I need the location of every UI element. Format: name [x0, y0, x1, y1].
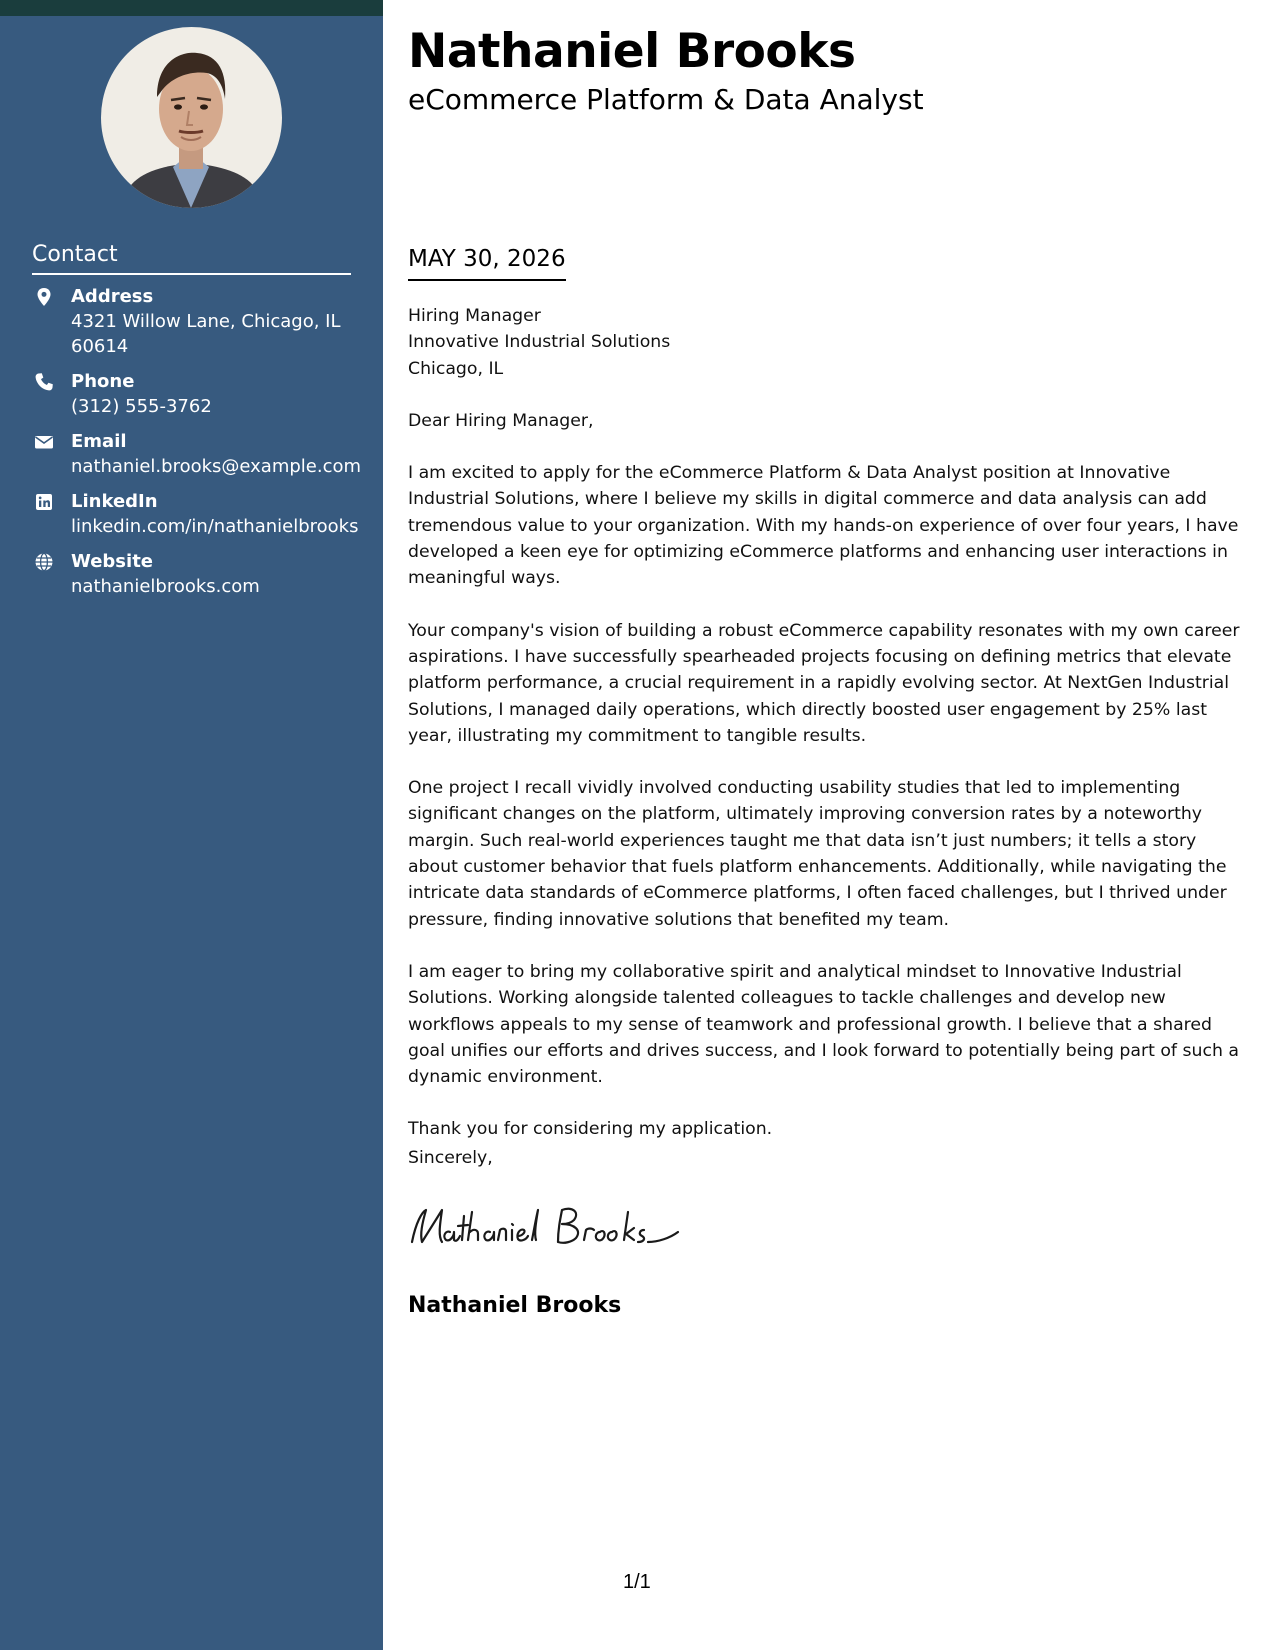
contact-label: Phone	[71, 371, 135, 392]
salutation: Dear Hiring Manager,	[408, 410, 594, 431]
contact-label: Website	[71, 551, 154, 572]
body-paragraph: Thank you for considering my application.	[408, 1119, 773, 1140]
body-paragraph: One project I recall vividly involved conducting usability studies that led to implementing significant changes on the platform, ultimately improving conversion rates by a noteworthy margin. Such real-world experiences taught me that data isn’t just numbers; it tells a story about customer behavior that fuels platform enhancements. Additionally, while navigating the intricate data standards of eCommerce platforms, I often faced challenges, but I thrived under pressure, finding innovative solutions that benefited my team.	[408, 778, 1227, 930]
contact-item-address	[32, 285, 362, 359]
contact-item-linkedin	[32, 490, 362, 539]
sidebar	[0, 0, 383, 1650]
letter-body	[408, 303, 1248, 1169]
body-paragraph: I am eager to bring my collaborative spirit and analytical mindset to Innovative Industrial Solutions. Working alongside talented colleagues to tackle challenges and develop new workflows appeals to my sense of teamwork and professional growth. I believe that a shared goal unifies our efforts and drives success, and I look forward to potentially being part of such a dynamic environment.	[408, 961, 1240, 1088]
linkedin-value: linkedin.com/in/nathanielbrooks	[71, 516, 359, 537]
contact-label: LinkedIn	[71, 491, 158, 512]
handwritten-signature	[408, 1202, 683, 1252]
phone-icon	[34, 372, 54, 392]
linkedin-icon	[34, 492, 54, 512]
recipient-block	[408, 303, 1248, 382]
recipient-line: Hiring Manager	[408, 306, 541, 326]
phone-value: (312) 555-3762	[71, 396, 212, 417]
recipient-line: Chicago, IL	[408, 358, 504, 379]
applicant-title: eCommerce Platform & Data Analyst	[408, 83, 924, 116]
contact-label: Email	[71, 431, 127, 452]
body-paragraph: Your company's vision of building a robust eCommerce capability resonates with my own career aspirations. I have successfully spearheaded projects focusing on defining metrics that elevate platform performance, a crucial requirement in a rapidly evolving sector. At NextGen Industrial Solutions, I managed daily operations, which directly boosted user engagement by 25% last year, illustrating my commitment to tangible results.	[408, 620, 1240, 746]
location-pin-icon	[34, 287, 54, 307]
page-number: 1/1	[623, 1571, 651, 1593]
contact-item-email	[32, 430, 362, 479]
envelope-icon	[34, 432, 54, 452]
contact-label: Address	[71, 286, 154, 307]
applicant-name: Nathaniel Brooks	[408, 24, 856, 79]
profile-photo	[101, 27, 282, 208]
signed-name: Nathaniel Brooks	[408, 1293, 622, 1318]
signature-drawing	[408, 1202, 683, 1252]
email-value: nathaniel.brooks@example.com	[71, 456, 362, 477]
contact-item-phone	[32, 370, 362, 419]
contact-item-website	[32, 550, 362, 599]
sidebar-top-strip	[0, 0, 383, 16]
letter-date: MAY 30, 2026	[408, 243, 566, 281]
globe-icon	[34, 552, 54, 572]
address-value: 4321 Willow Lane, Chicago, IL 60614	[71, 311, 341, 357]
contact-list	[32, 285, 362, 610]
closing: Sincerely,	[408, 1148, 493, 1168]
website-value: nathanielbrooks.com	[71, 576, 260, 597]
contact-heading: Contact	[32, 241, 351, 275]
body-paragraph: I am excited to apply for the eCommerce Platform & Data Analyst position at Innovative Industrial Solutions, where I believe my skills in digital commerce and data analysis can add tremendous value to your organization. With my hands-on experience of over four years, I have developed a keen eye for optimizing eCommerce platforms and enhancing user interactions in meaningful ways.	[408, 463, 1239, 589]
profile-photo-illustration	[101, 27, 282, 208]
recipient-line: Innovative Industrial Solutions	[408, 332, 671, 353]
